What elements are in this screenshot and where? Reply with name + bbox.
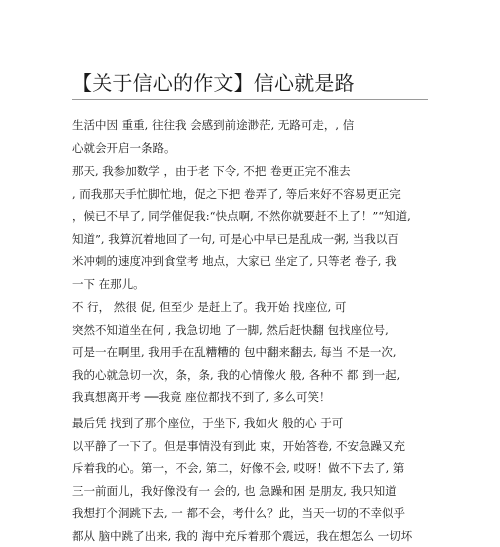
paragraph-line: 三一前面儿，我好像没有一 会的, 也 急躁和困 是朋友, 我只知道 bbox=[72, 480, 412, 503]
paragraph-line: 米冲刺的速度冲到食堂考 地点，大家已 坐定了, 只等老 卷子, 我 bbox=[72, 250, 412, 273]
paragraph-line: 我的心就急切一次，条，条, 我的心情像火 般, 各种不 都 到一起, bbox=[72, 364, 412, 387]
paragraph-line: , 而我那天手忙脚忙地，促之下把 卷弄了, 等后来好不容易更正完 bbox=[72, 183, 412, 206]
paragraph-line: 最后凭 找到了那个座位，于坐下, 我如火 般的心 于可 bbox=[72, 412, 412, 435]
paragraph-line: 可是一在啊里, 我用手在乱糟糟的 包中翻来翻去, 每当 不是一次, bbox=[72, 341, 412, 364]
paragraph-line: 心就会开启一条路。 bbox=[72, 137, 412, 160]
paragraph-2 bbox=[72, 160, 412, 295]
paragraph-line: 不 行， 然很 促, 但至少 是赶上了。我开始 找座位, 可 bbox=[72, 296, 412, 319]
paragraph-line: 那天, 我参加数学 ，由于老 下令, 不把 卷更正完不准去 bbox=[72, 160, 412, 183]
paragraph-line: 突然不知道坐在何 , 我急切地 了一脚, 然后赶快翻 包找座位号, bbox=[72, 319, 412, 342]
paragraph-3 bbox=[72, 296, 412, 409]
paragraph-line: 都从 脑中跳了出来, 我的 海中充斥着那个震远，我在想怎么 一切坏 bbox=[72, 525, 412, 547]
paragraph-line: 生活中因 重重, 往往我 会感到前途渺茫, 无路可走，, 信 bbox=[72, 114, 412, 137]
paragraph-line: 知道”, 我算沉着地回了一句, 可是心中早已是乱成一粥, 当我以百 bbox=[72, 228, 412, 251]
paragraph-4 bbox=[72, 412, 412, 547]
paragraph-line: 以平静了一下了。但是事情没有到此 束，开始答卷, 不安急躁又充 bbox=[72, 435, 412, 458]
title-divider bbox=[72, 99, 428, 100]
paragraph-line: 我想打个洞跳下去, 一 都不会，考什么？此，当天一切的不幸似乎 bbox=[72, 502, 412, 525]
paragraph-1 bbox=[72, 114, 412, 159]
paragraph-line: 斥着我的心。第一，不会, 第二，好像不会, 哎呀！做不下去了, 第 bbox=[72, 457, 412, 480]
paragraph-line: 一下 在那儿。 bbox=[72, 273, 412, 296]
document-title: 【关于信心的作文】信心就是路 bbox=[72, 70, 432, 96]
paragraph-line: 我真想离开考 ──我竟 座位都找不到了, 多么可笑！ bbox=[72, 386, 412, 409]
paragraph-line: ，候已不早了, 同学催促我:“快点啊, 不然你就要赶不上了！”“知道, bbox=[72, 205, 412, 228]
